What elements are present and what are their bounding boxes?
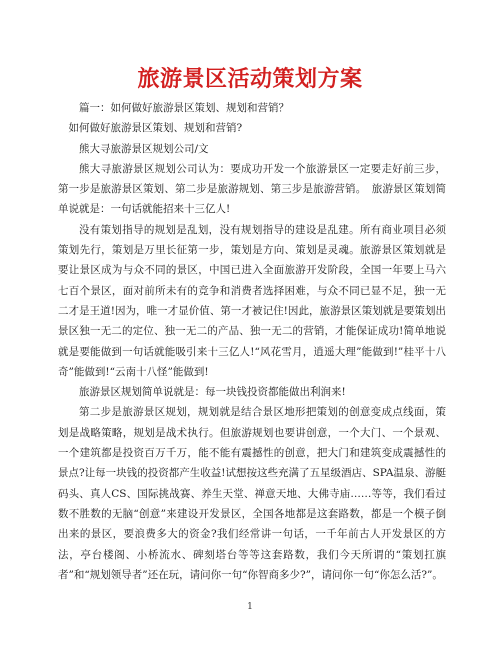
document-body: [58, 98, 446, 585]
document-title: 旅游景区活动策划方案: [137, 67, 363, 92]
page-number: 1: [247, 602, 253, 612]
paragraph-planning-summary: 旅游景区规划简单说就是：每一块钱投资都能做出利润来!: [79, 386, 346, 399]
paragraph-intro: 熊大寻旅游景区规划公司认为：要成功开发一个旅游景区一定要走好前三步，第一步是旅游景区策划、第二步是旅游规划、第三步是旅游营销。 旅游景区策划简单说就是：一句话就能招来十三亿人!: [58, 162, 446, 216]
paragraph-planning-importance: 没有策划指导的规划是乱划，没有规划指导的建设是乱建。所有商业项目必须策划先行，策划是万里长征第一步，策划是方向、策划是灵魂。旅游景区策划就是要让景区成为与众不同的景区，中国已进入全面旅游开发阶段，全国一年要上马六七百个景区，面对前所未有的竞争和消费者选择困难，与众不同已显不足，独一无二才是王道!因为，唯一才显价值、第一才被记住!因此，旅游景区策划就是要策划出景区独一无二的定位、独一无二的产品、独一无二的营销，才能保证成功!简单地说就是要能做到一句话就能吸引来十三亿人!“风花雪月，逍遥大理”能做到!”桂平十八奇”能做到!“云南十八怪”能做到!: [58, 223, 446, 378]
paragraph-article-heading: 篇一：如何做好旅游景区策划、规划和营销？: [79, 102, 289, 114]
paragraph-step-two: 第二步是旅游景区规划，规划就是结合景区地形把策划的创意变成点线面，策划是战略策略，规划是战术执行。但旅游规划也要讲创意，一个大门、一个景观、一个建筑都是投资百万千万，能不能有震撼性的创意，把大门和建筑变成震撼性的景点?让每一块钱的投资都产生收益!试想按这些充满了五星级酒店、SPA温泉、游艇码头、真人CS、国际挑战赛、养生天堂、禅意天地、大佛寺庙……等等，我们看过数不胜数的无脑“创意”来建设开发景区，全国各地都是这套路数，都是一个模子倒出来的景区，要浪费多大的资金?我们经常讲一句话，一千年前古人开发景区的方法，亭台楼阁、小桥流水、碑刻塔台等等这套路数，我们今天所谓的“策划扛旗者”和“规划领导者”还在玩，请问你一句“你智商多少?”，请问你一句“你怎么活?”。: [58, 406, 446, 581]
paragraph-byline: 熊大寻旅游景区规划公司/文: [79, 142, 209, 155]
paragraph-subtitle: 如何做好旅游景区策划、规划和营销?: [68, 122, 243, 135]
